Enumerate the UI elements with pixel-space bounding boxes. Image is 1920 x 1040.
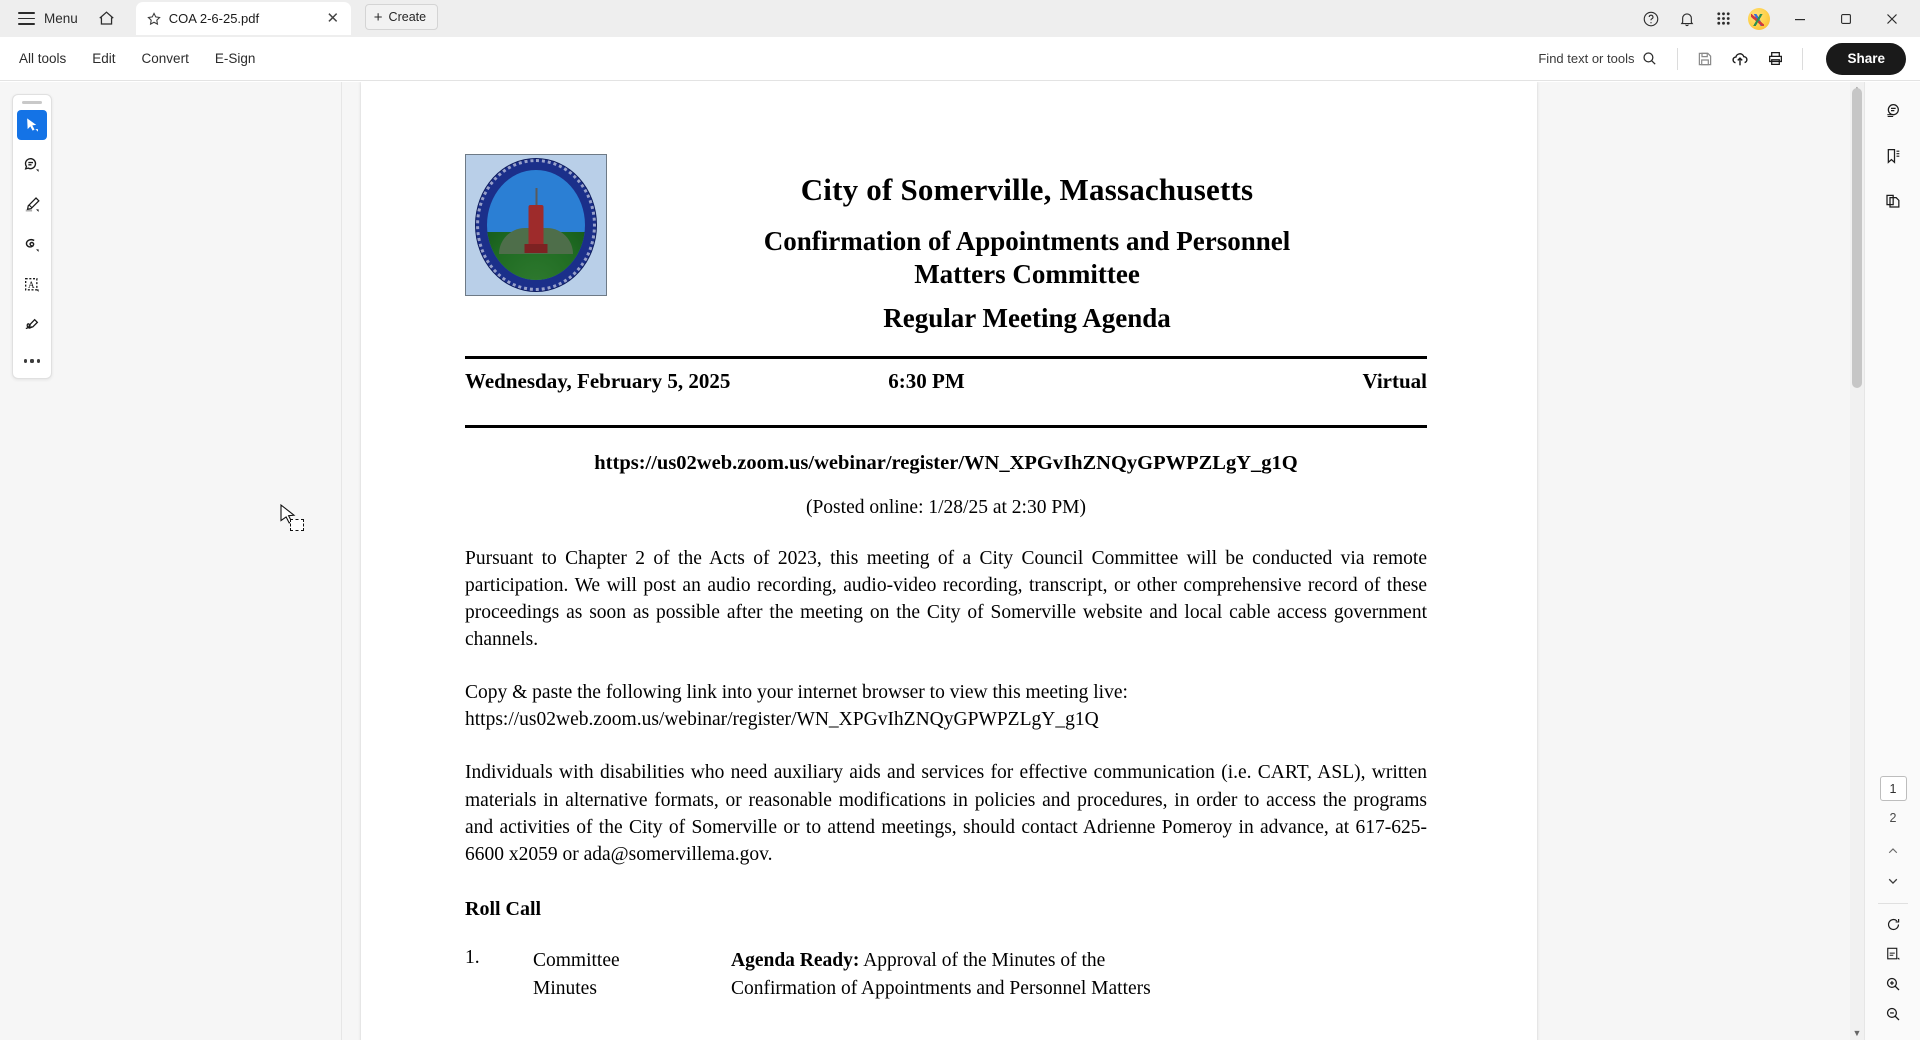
comment-stack-icon — [1883, 101, 1903, 121]
find-text-or-tools[interactable] — [1530, 45, 1666, 72]
document-titles — [607, 146, 1427, 334]
zoom-out-icon — [1884, 1005, 1902, 1023]
fit-page-button[interactable] — [1877, 940, 1909, 968]
agenda-item-label — [533, 947, 731, 1004]
signature-pen-icon — [22, 315, 42, 335]
upload-to-cloud-button[interactable] — [1724, 44, 1756, 74]
previous-page-button[interactable] — [1877, 837, 1909, 865]
menu-button[interactable] — [10, 4, 86, 34]
main-toolbar — [0, 37, 1920, 81]
cloud-upload-icon — [1730, 49, 1750, 69]
current-page-input[interactable]: 1 — [1880, 776, 1907, 801]
agenda-item-label-line-2: Minutes — [533, 978, 597, 1000]
highlighter-icon — [22, 195, 42, 215]
agenda-item-label-line-1: Committee — [533, 949, 620, 971]
print-button[interactable] — [1759, 44, 1791, 74]
zoom-out-button[interactable] — [1877, 1000, 1909, 1028]
meeting-date: Wednesday, February 5, 2025 — [465, 368, 731, 393]
comment-tool-button[interactable] — [17, 150, 47, 180]
title-bar — [0, 0, 1920, 37]
vertical-scrollbar[interactable] — [1850, 82, 1864, 1040]
bookmark-icon — [1883, 146, 1903, 166]
page-navigation-group — [1865, 776, 1920, 1028]
plus-icon: + — [373, 8, 383, 26]
roll-call-heading: Roll Call — [465, 897, 542, 920]
highlight-tool-button[interactable] — [17, 190, 47, 220]
meeting-location: Virtual — [1362, 368, 1427, 393]
restore-icon — [1840, 13, 1852, 25]
committee-line-2: Matters Committee — [914, 258, 1140, 289]
create-button[interactable] — [365, 4, 438, 30]
menu-label: Menu — [44, 11, 78, 26]
title-bar-right — [1634, 0, 1920, 37]
bookmarks-panel-button[interactable] — [1876, 139, 1910, 173]
text-box-icon — [22, 275, 42, 295]
freehand-draw-icon — [22, 235, 42, 255]
app-grid-icon — [1715, 10, 1732, 27]
agenda-item-status: Agenda Ready: — [731, 949, 860, 971]
pdf-page-1 — [361, 82, 1537, 1040]
comment-bubble-icon — [22, 155, 42, 175]
vertical-scroll-thumb[interactable] — [1852, 88, 1862, 388]
committee-line-1: Confirmation of Appointments and Personnel — [763, 226, 1291, 256]
select-tool-button[interactable] — [17, 110, 47, 140]
toolbar-right-group — [1530, 43, 1920, 75]
copy-paste-link[interactable]: https://us02web.zoom.us/webinar/register/WN_XPGvIhZNQyGPWPZLgY_g1Q — [465, 709, 1099, 731]
share-button[interactable]: Share — [1826, 43, 1906, 75]
tab-edit[interactable]: Edit — [92, 51, 116, 66]
copy-paste-instruction: Copy & paste the following link into your internet browser to view this meeting live: — [465, 682, 1128, 704]
save-icon — [1696, 50, 1714, 68]
pages-copy-icon — [1883, 191, 1903, 211]
home-button[interactable] — [90, 4, 124, 34]
sign-tool-button[interactable] — [17, 310, 47, 340]
find-label: Find text or tools — [1538, 51, 1635, 66]
bell-icon — [1678, 10, 1696, 28]
print-icon — [1766, 49, 1785, 68]
close-icon — [1886, 13, 1898, 25]
more-tools-button[interactable] — [17, 350, 47, 372]
document-header — [465, 146, 1427, 334]
zoom-registration-link[interactable]: https://us02web.zoom.us/webinar/register/WN_XPGvIhZNQyGPWPZLgY_g1Q — [594, 451, 1298, 474]
account-button[interactable] — [1742, 4, 1776, 34]
document-viewport[interactable] — [342, 82, 1864, 1040]
scroll-down-arrow[interactable]: ▼ — [1852, 1028, 1862, 1038]
next-page-button[interactable] — [1877, 867, 1909, 895]
rotate-cw-icon — [1885, 916, 1902, 933]
agenda-item-body — [731, 947, 1427, 1004]
text-edit-tool-button[interactable] — [17, 270, 47, 300]
chevron-down-icon — [1886, 874, 1900, 888]
city-seal-image — [465, 154, 607, 296]
cursor-arrow-icon — [23, 116, 41, 134]
minimize-button[interactable] — [1778, 0, 1822, 37]
tab-convert[interactable]: Convert — [141, 51, 189, 66]
notifications-button[interactable] — [1670, 4, 1704, 34]
user-avatar — [1748, 8, 1770, 30]
tab-all-tools[interactable]: All tools — [19, 51, 67, 66]
agenda-item-body-line-1: Approval of the Minutes of the — [863, 949, 1106, 971]
document-title-committee — [627, 225, 1427, 291]
agenda-document — [465, 146, 1427, 1003]
zoom-in-icon — [1884, 975, 1902, 993]
posted-online-note: (Posted online: 1/28/25 at 2:30 PM) — [805, 496, 1087, 518]
hamburger-icon — [18, 12, 35, 25]
toolbar-menu-links — [0, 44, 268, 73]
remote-participation-paragraph: Pursuant to Chapter 2 of the Acts of 2023, this meeting of a City Council Committee will be conducted via remote participation. We will post an audio recording, audio-video recording, transcript, or other comprehensive record of these proceedings as soon as possible after the meeting on the City of Somerville website and local cable access government channels. — [465, 547, 1427, 651]
tab-e-sign[interactable]: E-Sign — [214, 51, 256, 66]
agenda-item-body-line-2: Confirmation of Appointments and Personnel Matters — [731, 978, 1151, 1000]
minimize-icon — [1794, 13, 1806, 25]
comments-panel-button[interactable] — [1876, 94, 1910, 128]
restore-button[interactable] — [1824, 0, 1868, 37]
rotate-button[interactable] — [1877, 910, 1909, 938]
help-button[interactable] — [1634, 4, 1668, 34]
home-icon — [97, 9, 116, 28]
panel-drag-handle[interactable] — [22, 101, 42, 104]
document-tab[interactable] — [136, 2, 351, 35]
document-title-agenda: Regular Meeting Agenda — [883, 302, 1171, 333]
meeting-details-line — [465, 359, 1427, 403]
page-number-2[interactable]: 2 — [1889, 811, 1897, 825]
quick-tools-panel — [12, 94, 52, 379]
svg-text:A: A — [28, 279, 35, 290]
toolbar-divider-1 — [1677, 48, 1678, 70]
meeting-time: 6:30 PM — [888, 368, 965, 393]
header-rule-bottom — [465, 425, 1427, 428]
accessibility-paragraph: Individuals with disabilities who need auxiliary aids and services for effective communication (i.e. CART, ASL), written materials in alternative formats, or reasonable modifications in policies and procedures, in order to access the programs and activities of the City of Somerville or to attend meetings, should contact Adrienne Pomeroy in advance, at 617-625-6600 x2059 or ada@somervillema.gov. — [465, 762, 1427, 865]
chevron-up-icon — [1886, 844, 1900, 858]
agenda-item-row — [465, 947, 1427, 1004]
search-icon — [1641, 50, 1658, 67]
copy-paste-paragraph — [465, 679, 1427, 733]
tab-title: COA 2-6-25.pdf — [168, 11, 260, 26]
create-label: Create — [388, 10, 427, 24]
agenda-item-number: 1. — [465, 946, 480, 968]
right-tool-rail — [1864, 82, 1920, 1040]
fit-page-icon — [1884, 945, 1902, 963]
rail-divider — [1878, 903, 1908, 904]
save-button[interactable] — [1689, 44, 1721, 74]
title-bar-left — [0, 0, 438, 37]
document-title-city: City of Somerville, Massachusetts — [800, 172, 1254, 207]
page-thumbnails-button[interactable] — [1876, 184, 1910, 218]
tab-close-button[interactable]: ✕ — [326, 10, 340, 27]
help-circle-icon — [1642, 10, 1660, 28]
app-switcher-button[interactable] — [1706, 4, 1740, 34]
star-icon[interactable] — [146, 11, 162, 27]
zoom-in-button[interactable] — [1877, 970, 1909, 998]
toolbar-divider-2 — [1802, 48, 1803, 70]
draw-tool-button[interactable] — [17, 230, 47, 260]
close-window-button[interactable] — [1870, 0, 1914, 37]
left-tool-rail — [0, 82, 342, 1040]
